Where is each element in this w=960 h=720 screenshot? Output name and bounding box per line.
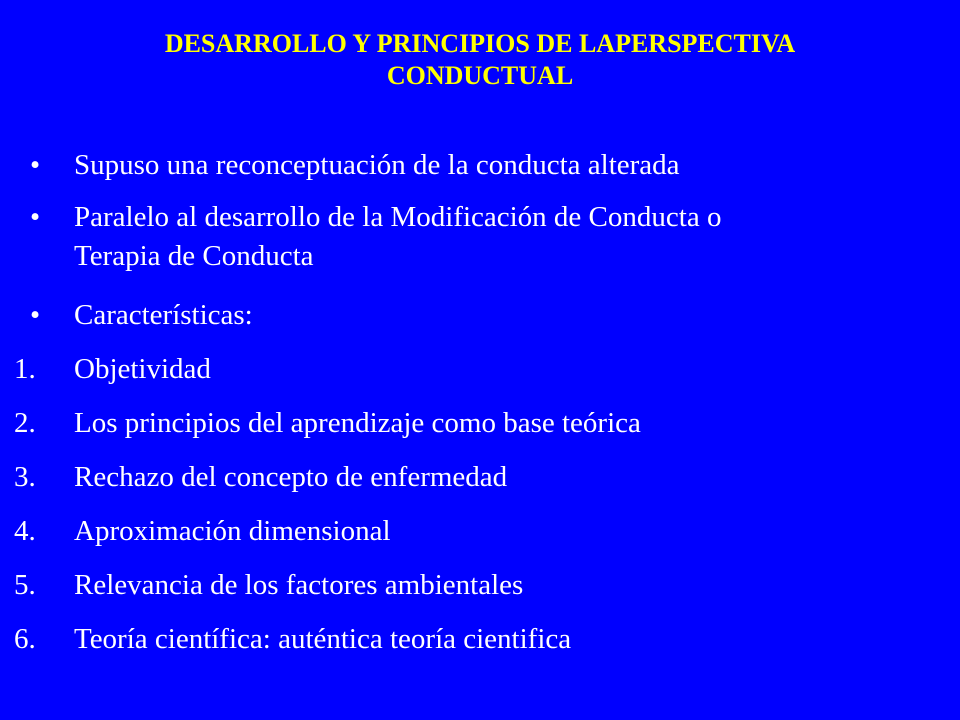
bullet-marker: • — [30, 149, 41, 181]
slide-title-line-2: CONDUCTUAL — [386, 61, 574, 90]
numbered-text: Relevancia de los factores ambientales — [74, 569, 524, 601]
numbered-text: Objetividad — [74, 353, 211, 385]
number-marker: 2. — [14, 407, 36, 439]
number-marker: 5. — [14, 569, 36, 601]
numbered-text: Aproximación dimensional — [74, 515, 391, 547]
numbered-text: Los principios del aprendizaje como base teórica — [74, 407, 641, 439]
bullet-text-line: Supuso una reconceptuación de la conducta alterada — [74, 149, 680, 181]
number-marker: 3. — [14, 461, 36, 493]
bullet-text — [74, 198, 924, 276]
number-marker: 1. — [14, 353, 36, 385]
number-marker: 6. — [14, 623, 36, 655]
bullet-text — [74, 146, 924, 185]
bullet-marker: • — [30, 299, 41, 331]
slide-title-line-1: DESARROLLO Y PRINCIPIOS DE LAPERSPECTIVA — [164, 29, 796, 58]
bullet-text-line: Características: — [74, 299, 253, 331]
numbered-text: Rechazo del concepto de enfermedad — [74, 461, 508, 493]
bullet-text-line: Paralelo al desarrollo de la Modificación de Conducta o — [74, 201, 722, 233]
bullet-text — [74, 296, 924, 335]
bullet-marker: • — [30, 201, 41, 233]
bullet-text-line: Terapia de Conducta — [74, 240, 314, 272]
numbered-text: Teoría científica: auténtica teoría cientifica — [74, 623, 572, 655]
number-marker: 4. — [14, 515, 36, 547]
